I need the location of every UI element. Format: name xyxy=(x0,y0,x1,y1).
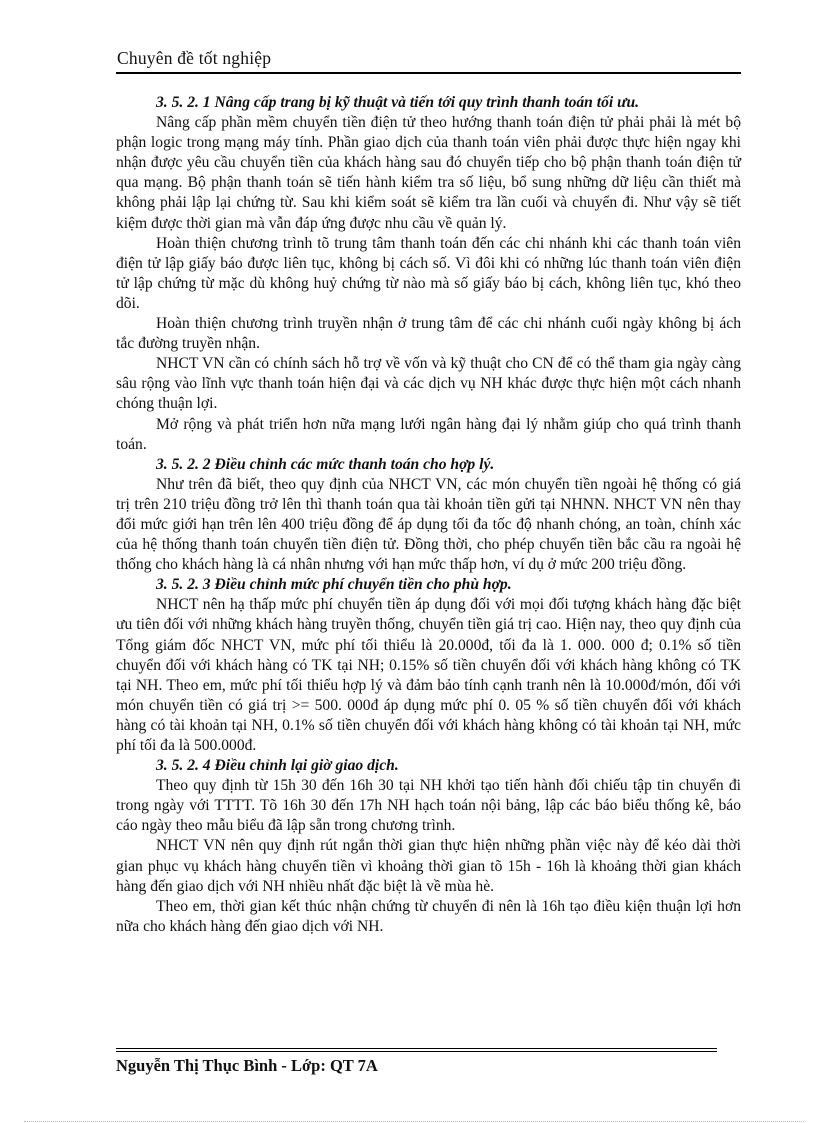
body-paragraph: Mở rộng và phát triển hơn nữa mạng lưới ngân hàng đại lý nhằm giúp cho quá trình thanh toán. xyxy=(116,415,741,453)
body-paragraph: NHCT nên hạ thấp mức phí chuyển tiền áp dụng đối với mọi đối tượng khách hàng đặc biệt ưu tiên đối với những khách hàng truyền thống, chuyển tiền giá trị cao. Hiện nay, theo quy định của Tổng giám đốc NHCT VN, mức phí tối thiểu là 20.000đ, tối đa là 1. 000. 000 đ; 0.1% số tiền chuyển đối với khách hàng có TK tại NH; 0.15% số tiền chuyển đối với khách hàng không có TK tại NH. Theo em, mức phí tối thiểu hợp lý và đảm bảo tính cạnh tranh nên là 10.000đ/món, đối với món chuyển tiền có giá trị >= 500. 000đ áp dụng mức phí 0. 05 % số tiền chuyển đối với khách hàng có tài khoản tại NH, 0.1% số tiền chuyển đối với khách hàng không có tài khoản tại NH, mức phí tối đa là 500.000đ. xyxy=(116,596,741,754)
body-paragraph: Như trên đã biết, theo quy định của NHCT VN, các món chuyển tiền ngoài hệ thống có giá trị trên 210 triệu đồng trở lên thì thanh toán qua tài khoản tiền gửi tại NHNN. NHCT VN nên thay đổi mức giới hạn trên lên 400 triệu đồng để áp dụng tối đa tốc độ nhanh chóng, an toàn, chính xác của hệ thống thanh toán chuyển tiền điện tử. Đồng thời, cho phép chuyển tiền bắc cầu ra ngoài hệ thống cho khách hàng là cá nhân nhưng với hạn mức thấp hơn, ví dụ ở mức 200 triệu đồng. xyxy=(116,475,741,574)
page-footer-author: Nguyễn Thị Thục Bình - Lớp: QT 7A xyxy=(116,1056,378,1075)
body-paragraph: NHCT VN nên quy định rút ngắn thời gian thực hiện những phần việc này để kéo dài thời gian phục vụ khách hàng chuyển tiền vì khoảng thời gian tõ 15h - 16h là khoảng thời gian khách hàng đến giao dịch với NH nhiều nhất đặc biệt là về mùa hè. xyxy=(116,837,741,895)
section-heading: 3. 5. 2. 2 Điều chỉnh các mức thanh toán cho hợp lý. xyxy=(156,455,495,473)
page-header-title: Chuyên đề tốt nghiệp xyxy=(117,48,272,68)
section-heading: 3. 5. 2. 4 Điều chỉnh lại giờ giao dịch. xyxy=(156,757,399,775)
footer-divider-double xyxy=(116,1051,717,1052)
body-paragraph: Theo quy định từ 15h 30 đến 16h 30 tại NH khởi tạo tiến hành đối chiếu tập tin chuyển đi trong ngày với TTTT. Tõ 16h 30 đến 17h NH hạch toán nội bảng, lập các báo biểu thống kê, báo cáo ngày theo mẫu biểu đã lập sẵn trong chương trình. xyxy=(116,777,741,835)
body-paragraph: Hoàn thiện chương trình tõ trung tâm thanh toán đến các chi nhánh khi các thanh toán viên điện tử lập giấy báo được liên tục, không bị cách số. Vì đôi khi có những lúc thanh toán viên điện tử lập chứng từ mặc dù không huỷ chứng từ nào mà số giấy báo bị cách, không liên tục, khó theo dõi. xyxy=(116,234,741,312)
body-paragraph: Nâng cấp phần mềm chuyển tiền điện tử theo hướng thanh toán điện tử phải phải là mét bộ phận logic trong mạng máy tính. Phần giao dịch của thanh toán viên phải được thực hiện ngay khi nhận được yêu cầu chuyển tiền của khách hàng sau đó chuyển tiếp cho bộ phận thanh toán điện tử qua mạng. Bộ phận thanh toán sẽ tiến hành kiểm tra số liệu, bổ sung những dữ liệu cần thiết mà không phải lập lại chứng từ. Sau khi kiểm soát sẽ kiểm tra lần cuối và chuyển đi. Như vậy sẽ tiết kiệm được thời gian mà vẫn đáp ứng được nhu cầu về quản lý. xyxy=(116,114,741,232)
section-heading: 3. 5. 2. 1 Nâng cấp trang bị kỹ thuật và tiến tới quy trình thanh toán tối ưu. xyxy=(156,94,640,111)
section-heading: 3. 5. 2. 3 Điều chỉnh mức phí chuyển tiền cho phù hợp. xyxy=(156,576,512,594)
document-body xyxy=(116,93,741,937)
page-bottom-edge xyxy=(24,1121,804,1122)
footer-divider xyxy=(116,1048,717,1049)
body-paragraph: Theo em, thời gian kết thúc nhận chứng từ chuyển đi nên là 16h tạo điều kiện thuận lợi hơn nữa cho khách hàng đến giao dịch với NH. xyxy=(116,897,741,935)
body-paragraph: Hoàn thiện chương trình truyền nhận ở trung tâm để các chi nhánh cuối ngày không bị ách tắc đường truyền nhận. xyxy=(116,315,741,353)
header-divider xyxy=(116,72,741,74)
body-paragraph: NHCT VN cần có chính sách hỗ trợ về vốn và kỹ thuật cho CN để có thể tham gia ngày càng sâu rộng vào lĩnh vực thanh toán hiện đại và các dịch vụ NH khác được thực hiện một cách nhanh chóng thuận lợi. xyxy=(116,355,741,413)
